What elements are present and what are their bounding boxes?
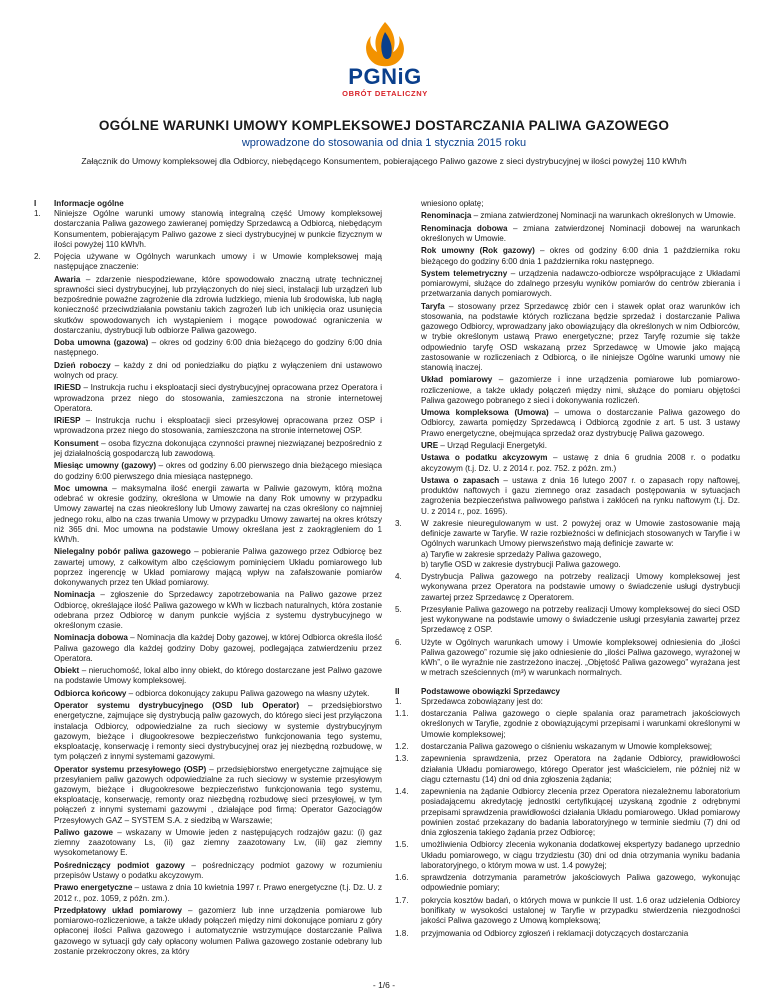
definition-text: – okres od godziny 6:00 dnia bieżącego do godziny 6:00 dnia następnego. [54,338,383,358]
annex-note: Załącznik do Umowy kompleksowej dla Odbiorcy, niebędącego Konsumentem, pobierającego Paliwo gazowe z sieci dystrybucyjnej w ilości powyżej 110 kWh/h [81,156,687,166]
definition-item [54,883,382,903]
obligation-item [395,896,740,927]
section-title: Podstawowe obowiązki Sprzedawcy [421,686,560,696]
definition-item [54,828,382,859]
definition-text: – ustawa z dnia 10 kwietnia 1997 r. Prawo energetyczne (t.j. Dz. U. z 2012 r., poz. 1059, z późn. zm.). [54,883,382,903]
definition-item [421,246,740,266]
definition-text: – odbiorca dokonujący zakupu Paliwa gazowego na własny użytek. [126,688,370,698]
definition-term: IRiESP [54,416,81,426]
list-item: b) taryfie OSD w zakresie dystrybucji Paliwa gazowego. [421,559,621,569]
obligation-item [395,787,740,838]
item-text: przyjmowania od Odbiorcy zgłoszeń i reklamacji dotyczących dostarczania [421,928,689,938]
item-number: 1.2. [395,741,409,751]
definition-term: Paliwo gazowe [54,827,114,837]
definition-item [54,275,382,336]
definition-term: Nominacja dobowa [54,633,128,643]
definition-term: Renominacja dobowa [421,223,508,233]
definition-item [421,211,740,221]
paragraph [34,209,382,250]
section-number: I [34,199,37,208]
item-text: zapewnienia sprawdzenia, przez Operatora na żądanie Odbiorcy, prawidłowości działania Układu pomiarowego, którego Operator jest właścicielem, nie później niż w ciągu czternastu (14) dni od dnia zgłoszenia żądania; [421,754,740,784]
paragraph [395,638,740,679]
definition-item [54,338,382,358]
item-number: 1.3. [395,754,409,764]
item-number: 1.7. [395,895,409,905]
brand-subline: OBRÓT DETALICZNY [342,89,428,98]
definition-text: – maksymalna ilość energii zawarta w Paliwie gazowym, którą można odebrać w okresie godziny, określona w Umowie na dany Rok umowny w przypadku Umowy zawartej na czas nieokreślony lub Umowy zawartej na czas określony co najmniej jednego roku, albo na czas trwania Umowy w przypadku Umowy zawartej na okres krótszy niż 365 dni. Moc umowna na podstawie Umowy określana jest z zaokrągleniem do 1 kWh/h. [54,483,382,544]
paragraph-text: Dystrybucja Paliwa gazowego na potrzeby realizacji Umowy kompleksowej jest wykonywana przez Operatora na podstawie umowy o świadczenie usługi dystrybucji zawartej przez Sprzedawcę z Operatorem. [421,572,740,602]
document-title: OGÓLNE WARUNKI UMOWY KOMPLEKSOWEJ DOSTARCZANIA PALIWA GAZOWEGO [98,118,670,133]
item-text: dostarczania Paliwa gazowego o ciśnieniu wskazanym w Umowie kompleksowej; [421,741,713,751]
definition-text: – Instrukcja ruchu i eksploatacji sieci dystrybucyjnej opracowana przez Operatora i wprowadzona przez niego do stosowania, zamieszczona na stronie internetowej Operatora. [54,383,382,413]
paragraph [395,519,740,570]
section-heading [34,199,382,209]
definition-term: Układ pomiarowy [421,375,493,385]
definition-text: – urządzenia nadawczo-odbiorcze współpracujące z Układami pomiarowymi, służące do zdalnego przesyłu wyników pomiarów do centrów zbierania i przetwarzania danych pomiarowych. [421,268,740,299]
definition-item [54,906,382,957]
definition-item [421,375,740,406]
paragraph-text: W zakresie nieuregulowanym w ust. 2 powyżej oraz w Umowie zastosowanie mają definicje zawarte w Taryfie. W razie rozbieżności w definicjach stosowanych w Taryfie i w Ogólnych warunkach Umowy pierwszeństwo mają definicje zawarte w: [421,518,740,549]
definition-item [54,484,382,545]
definition-text: – Instrukcja ruchu i eksploatacji sieci przesyłowej opracowana przez OSP i wprowadzona przez niego do stosowania, zamieszczona na stronie internetowej OSP. [54,416,382,436]
definition-term: Ustawa o zapasach [421,475,500,485]
paragraph-number: 6. [395,637,402,647]
definition-item [54,861,382,881]
definition-text: – stosowany przez Sprzedawcę zbiór cen i stawek opłat oraz warunków ich stosowania, na podstawie których rozliczana będzie sprzedaż i dostarczanie Paliwa gazowego Odbiorcy, wprowadzany jako obowiązujący dla określonych w nim Odbiorców, w trybie określonym ustawą Prawo energetyczne; przez Taryfę rozumie się także odpowiednio taryfę OSD wskazaną przez Sprzedawcę w Umowie jako mającą zastosowanie w rozliczeniach z Odbiorcą, o ile niniejsze Ogólne warunki umowy nie stanowią inaczej. [421,301,740,372]
definition-term: Moc umowna [54,483,108,493]
definition-text: – pośredniczący podmiot gazowy w rozumieniu przepisów Ustawy o podatku akcyzowym. [54,860,382,880]
paragraph-number: 5. [395,604,402,614]
paragraph-text: Przesyłanie Paliwa gazowego na potrzeby realizacji Umowy kompleksowej do sieci OSD jest wykonywane na podstawie umowy o świadczenie usługi przesyłania zawartej przez Sprzedawcę z OSP. [421,604,740,635]
definition-text: – przedsiębiorstwo energetyczne, zajmujące się dystrybucją paliw gazowych, do którego sieci jest przyłączona instalacja Odbiorcy, odpowiedzialne za ruch sieciowy w systemie dystrybucyjnym gazowym, bieżące i długookresowe bezpieczeństwo funkcjonowania tego systemu, eksploatację, konserwację i remonty sieci dystrybucyjnej oraz jej niezbędną rozbudowę, w tym połączeń z innymi systemami gazowymi. [54,701,383,762]
definition-item [421,224,740,244]
paragraph-number: 3. [395,518,402,528]
left-column [34,199,382,959]
definition-item [54,439,382,459]
definition-text: – nieruchomość, lokal albo inny obiekt, do którego dostarczane jest Paliwo gazowe na podstawie Umowy kompleksowej. [54,666,382,686]
definition-item [421,441,740,451]
definition-text: – okres od godziny 6.00 pierwszego dnia bieżącego miesiąca do godziny 6:00 pierwszego dnia miesiąca następnego. [54,461,382,481]
paragraph-text: Sprzedawca zobowiązany jest do: [421,696,543,706]
definition-item [421,453,740,473]
definition-term: Dzień roboczy [54,360,111,370]
definition-term: Prawo energetyczne [54,883,133,893]
definition-term: Rok umowny (Rok gazowy) [421,246,535,256]
definition-text: – zmiana zatwierdzonej Nominacji dobowej na warunkach określonych w Umowie. [421,223,740,243]
definition-term: URE [421,440,439,450]
definition-term: Taryfa [421,301,445,311]
document-subtitle: wprowadzone do stosowania od dnia 1 stycznia 2015 roku [241,137,527,149]
paragraph-number: 1. [34,209,41,219]
definition-text: – zmiana zatwierdzonej Nominacji na warunkach określonych w Umowie. [471,211,736,221]
paragraph [34,252,382,272]
definition-text: – osoba fizyczna dokonująca czynności prawnej niezwiązanej bezpośrednio z jej działalnością gospodarczą lub zawodową. [54,438,382,458]
definition-item [54,361,382,381]
definition-item [421,302,740,373]
list-item: a) Taryfie w zakresie sprzedaży Paliwa gazowego, [421,549,602,559]
definition-term: IRiESD [54,383,81,393]
definition-text: – okres od godziny 6:00 dnia 1 października roku bieżącego do godziny 6:00 dnia 1 października roku następnego. [421,246,740,266]
right-column [395,199,740,941]
obligation-item [395,929,740,939]
paragraph [395,697,740,707]
paragraph-text: Niniejsze Ogólne warunki umowy stanowią integralną część Umowy kompleksowej dostarczania Paliwa gazowego zawieranej pomiędzy Sprzedawcą a Odbiorcą, niebędącym Konsumentem, pobierającym Paliwo gazowe z sieci dystrybucyjnej w punkcie fizycznym w ilości powyżej 110 kWh/h. [54,209,382,249]
definition-text: – pobieranie Paliwa gazowego przez Odbiorcę bez zawartej umowy, z całkowitym albo częściowym pominięciem Układu pomiarowego lub poprzez ingerencję w Układ pomiarowy mającą wpływ na zafałszowanie pomiarów dokonywanych przez ten Układ pomiarowy. [54,547,382,587]
definition-text: – Nominacja dla każdej Doby gazowej, w której Odbiorca określa ilość Paliwa gazowego dla każdej godziny Doby gazowej, podlegająca zatwierdzeniu przez Operatora. [54,633,382,663]
obligation-item [395,840,740,871]
definition-item [54,666,382,686]
obligation-item [395,754,740,785]
definitions-list [34,275,382,957]
definition-term: Nielegalny pobór paliwa gazowego [54,547,191,557]
definition-term: Miesiąc umowny (gazowy) [54,461,157,471]
item-text: umożliwienia Odbiorcy zlecenia wykonania dodatkowej ekspertyzy badanego uprzednio Układu pomiarowego, w ciągu trzydziestu (30) dni od dnia otrzymania wyniku badania laboratoryjnego, o którym mowa w ust. 1.4 powyżej; [421,840,740,870]
definition-item [54,590,382,631]
definition-term: Pośredniczący podmiot gazowy [54,860,185,870]
definition-term: Konsument [54,438,99,448]
item-number: 1.5. [395,840,409,850]
definition-text: – Urząd Regulacji Energetyki. [438,440,547,450]
definition-term: Operator systemu przesyłowego (OSP) [54,764,207,774]
definition-item [54,701,382,762]
definition-item [54,547,382,588]
page-number: - 1/6 - [372,980,396,990]
definition-text: – ustawa z dnia 16 lutego 2007 r. o zapasach ropy naftowej, produktów naftowych i gazu ziemnego oraz zasadach postępowania w sytuacjach zagrożenia bezpieczeństwa paliwowego państwa i zakłóceń na rynku naftowym (t.j. Dz. U. z 2014 r., poz. 1695). [421,475,740,516]
definition-item [421,476,740,517]
definition-text: – zdarzenie niespodziewane, które spowodowało znaczną utratę technicznej sprawności sieci dystrybucyjnej, lub przyłączonych do niej sieci, instalacji lub urządzeń lub bezpośrednie poważne zagrożenie dla zdrowia ludzkiego, mienia lub środowiska, lub nagłą konieczność przeciwdziałania powstaniu takich zagrożeń lub ich unikięcia oraz usunięcia skutków spowodowanych ich wystąpieniem i mogące powodować ograniczenia w dostarczaniu, dystrybucji lub odbiorze Paliwa gazowego. [54,274,382,335]
definition-text: – ustawę z dnia 6 grudnia 2008 r. o podatku akcyzowym (t.j. Dz. U. z 2014 r. poz. 752. z późn. zm.) [421,453,740,473]
definition-item [54,416,382,436]
definition-term: Ustawa o podatku akcyzowym [421,453,548,463]
item-text: sprawdzenia dotrzymania parametrów jakościowych Paliwa gazowego, wykonując odpowiednie pomiary; [421,873,740,893]
definition-term: Przedpłatowy układ pomiarowy [54,905,183,915]
definition-term: Nominacja [54,590,95,600]
paragraph-text: Użyte w Ogólnych warunkach umowy i Umowie kompleksowej odniesienia do „ilości Paliwa gazowego” rozumie się jako odniesienie do „ilości Paliwa gazowego, wyrażonej w kWh”, o ile wyraźnie nie zastrzeżono inaczej. „Objętość Paliwa gazowego” wyrażana jest w metrach sześciennych (m³) w warunkach normalnych. [421,637,740,678]
paragraph [395,605,740,636]
definition-item [421,408,740,439]
definition-text: – przedsiębiorstwo energetyczne zajmujące się przesyłaniem paliw gazowych odpowiedzialne za ruch sieciowy w systemie przesyłowym gazowym, bieżące i długookresowe bezpieczeństwo funkcjonowania tego systemu, eksploatację, konserwację, remonty oraz niezbędną rozbudowę sieci przesyłowej, w tym połączeń z innymi systemami gazowymi , działające pod firmą: Operator Gazociągów Przesyłowych GAZ – SYSTEM S.A. z siedzibą w Warszawie; [54,764,383,825]
item-number: 1.1. [395,709,409,719]
obligations-list [395,709,740,939]
definition-item [54,689,382,699]
definition-item [54,765,382,826]
definition-text: – gazomierze i inne urządzenia pomiarowe lub pomiarowo-rozliczeniowe, a także układy połączeń między nimi, służące do pomiaru objętości Paliwa gazowego pobranego z sieci i dokonywania rozliczeń. [421,375,741,405]
definition-text: – każdy z dni od poniedziałku do piątku z wyłączeniem dni ustawowo wolnych od pracy. [54,360,382,380]
definition-text: – umowa o dostarczanie Paliwa gazowego do Odbiorcy, zawarta pomiędzy Sprzedawcą i Odbiorcą zgodnie z art. 5 ust. 3 ustawy Prawo energetyczne, obejmująca sprzedaż oraz dystrybucję Paliwa gazowego. [421,408,740,438]
definition-item [54,633,382,664]
obligation-item [395,709,740,740]
definition-item [54,383,382,414]
definition-item [54,461,382,481]
definition-item [421,269,740,300]
item-number: 1.6. [395,873,409,883]
item-text: pokrycia kosztów badań, o których mowa w punkcie II ust. 1.6 oraz udzielenia Odbiorcy bonifikaty w wysokości ustalonej w Taryfie w przypadku stwierdzenia niezgodności jakości Paliwa gazowego z Umową kompleksową; [421,895,740,926]
definition-term: Operator systemu dystrybucyjnego (OSD lub Operator) [54,701,300,711]
definition-term: Awaria [54,274,81,284]
obligation-item [395,873,740,893]
definition-text: – gazomierz lub inne urządzenia pomiarowe lub pomiarowo-rozliczeniowe, a także układy połączeń między nimi dokonujące pomiaru z góry opłaconej ilości Paliwa gazowego i automatycznie wstrzymujące dostarczanie Paliwa gazowego w sytuacji gdy cały opłacony wolumen Paliwa gazowego zostanie odebrany lub zostanie przekroczony okres, za który [54,905,382,956]
item-number: 1.4. [395,787,409,797]
definitions-list [395,211,740,516]
definition-term: Obiekt [54,666,80,676]
paragraph-text: Pojęcia używane w Ogólnych warunkach umowy i w Umowie kompleksowej mają następujące znaczenie: [54,252,382,272]
paragraph [395,572,740,603]
section-heading [395,687,740,697]
section-title: Informacje ogólne [54,199,124,208]
paragraph-number: 2. [34,252,41,262]
paragraph-number: 4. [395,572,402,582]
definition-term: Doba umowna (gazowa) [54,338,149,348]
obligation-item [395,742,740,752]
item-text: dostarczania Paliwa gazowego o cieple spalania oraz parametrach jakościowych określonych w Taryfie, zgodnie z obowiązującymi przepisami i warunkami określonymi w Umowie kompleksowej; [421,709,740,739]
paragraph-number: 1. [395,696,402,706]
definition-term: System telemetryczny [421,268,508,278]
definition-text: – zgłoszenie do Sprzedawcy zapotrzebowania na Paliwo gazowe przez Odbiorcę, określające ilość Paliwa gazowego w kWh w liczbach naturalnych, która zostanie odebrana przez Odbiorcę w danym punkcie wyjścia z systemu dystrybucyjnego w określonym czasie. [54,590,382,630]
item-text: zapewnienia na żądanie Odbiorcy zlecenia przez Operatora niezależnemu laboratorium posiadającemu akredytację jednostki certyfikującej uzyskaną zgodnie z odrębnymi przepisami sprawdzenia prawidłowości działania Układu pomiarowego. Układ pomiarowy powinien zostać przekazany do badania laboratoryjnego w terminie siedmiu (7) dni od dnia zgłoszenia takiego żądania przez Odbiorcę; [421,787,740,837]
definition-term: Renominacja [421,211,472,221]
item-number: 1.8. [395,928,409,938]
definition-text: – wskazany w Umowie jeden z następujących rodzajów gazu: (i) gaz ziemny zaazotowany Ls, (ii) gaz ziemny zaazotowany Lw, (iii) gaz ziemny wysokometanowy E. [54,827,382,858]
section-number: II [395,686,400,696]
brand-name: PGNiG [348,64,422,89]
definition-continuation: wniesiono opłatę; [421,199,484,208]
definition-term: Odbiorca końcowy [54,688,127,698]
definition-term: Umowa kompleksowa (Umowa) [421,408,549,418]
